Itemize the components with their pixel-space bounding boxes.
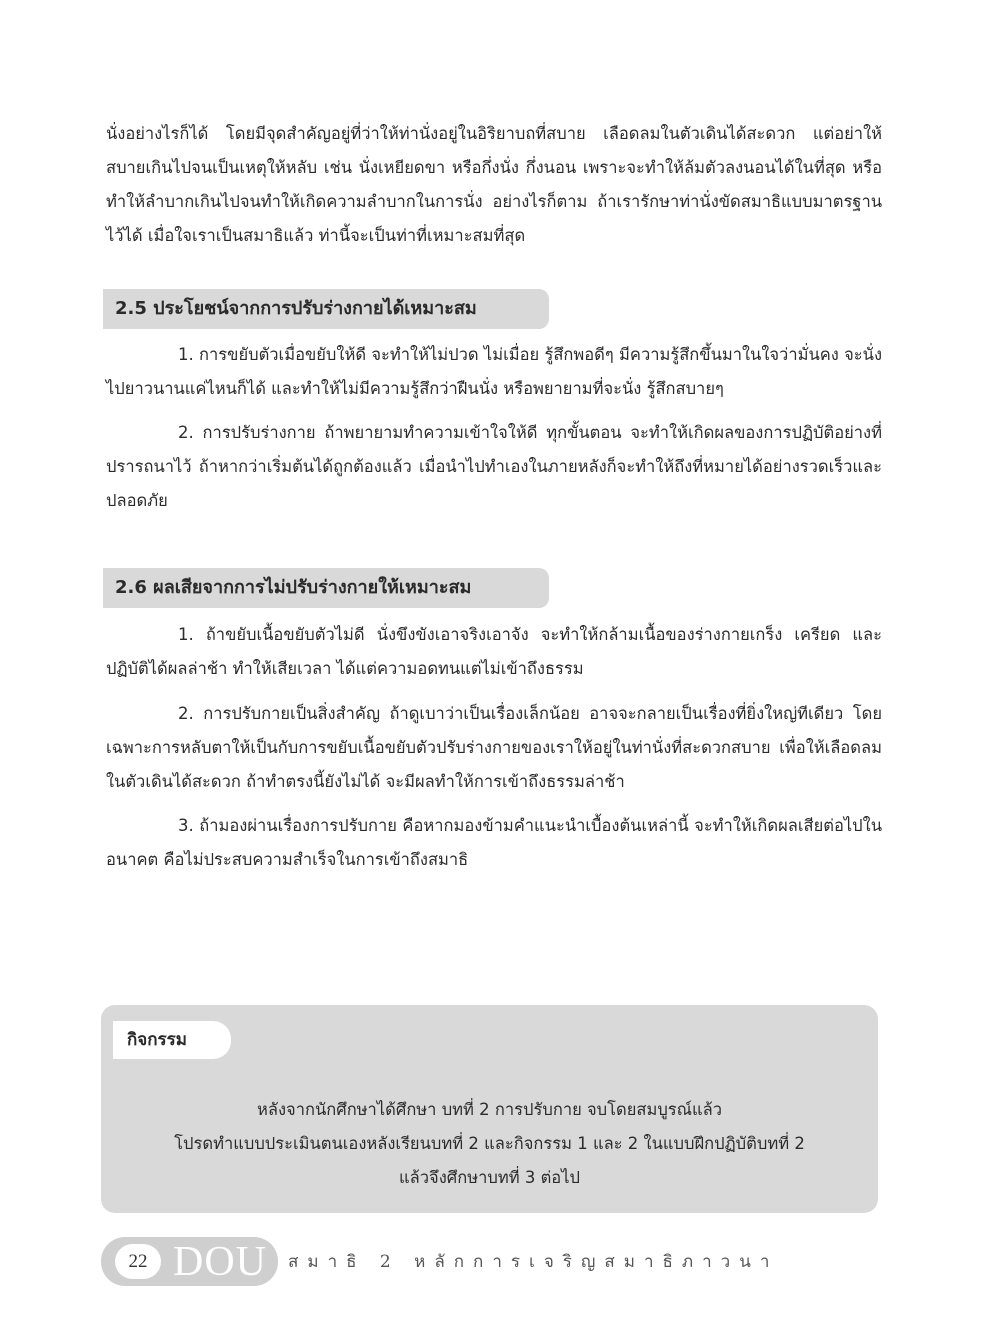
activity-instructions [101, 1093, 878, 1195]
activity-label: กิจกรรม [113, 1021, 231, 1059]
benefit-item-1: 1. การขยับตัวเมื่อขยับให้ดี จะทำให้ไม่ปวด ไม่เมื่อย รู้สึกพอดีๆ มีความรู้สึกขึ้นมาในใจว่ามั่นคง จะนั่งไปยาวนานแค่ไหนก็ได้ และทำให้ไม่มีความรู้สึกว่าฝืนนั่ง หรือพยายามที่จะนั่ง รู้สึกสบายๆ [106, 345, 882, 398]
drawback-item-3: 3. ถ้ามองผ่านเรื่องการปรับกาย คือหากมองข้ามคำแนะนำเบื้องต้นเหล่านี้ จะทำให้เกิดผลเสียต่อไปในอนาคต คือไม่ประสบความสำเร็จในการเข้าถึงสมาธิ [106, 816, 882, 869]
benefit-item-2: 2. การปรับร่างกาย ถ้าพยายามทำความเข้าใจให้ดี ทุกขั้นตอน จะทำให้เกิดผลของการปฏิบัติอย่างที่ปรารถนาไว้ ถ้าหากว่าเริ่มต้นได้ถูกต้องแล้ว เมื่อนำไปทำเองในภายหลังก็จะทำให้ถึงที่หมายได้อย่างรวดเร็วและปลอดภัย [106, 423, 882, 510]
activity-line-2: โปรดทำแบบประเมินตนเองหลังเรียนบทที่ 2 และกิจกรรม 1 และ 2 ในแบบฝึกปฏิบัติบทที่ 2 [174, 1134, 805, 1153]
section-heading-2-5: 2.5 ประโยชน์จากการปรับร่างกายได้เหมาะสม [103, 289, 549, 329]
footer-badge [101, 1237, 278, 1286]
activity-box [101, 1005, 878, 1213]
dou-logo: DOU [173, 1239, 267, 1285]
activity-line-3: แล้วจึงศึกษาบทที่ 3 ต่อไป [399, 1168, 580, 1187]
section-heading-2-6: 2.6 ผลเสียจากการไม่ปรับร่างกายให้เหมาะสม [103, 568, 549, 608]
drawback-item-2: 2. การปรับกายเป็นสิ่งสำคัญ ถ้าดูเบาว่าเป็นเรื่องเล็กน้อย อาจจะกลายเป็นเรื่องที่ยิ่งใหญ่ทีเดียว โดยเฉพาะการหลับตาให้เป็นกับการขยับเนื้อขยับตัวปรับร่างกายของเราให้อยู่ในท่านั่งที่สะดวกสบาย เพื่อให้เลือดลมในตัวเดินได้สะดวก ถ้าทำตรงนี้ยังไม่ได้ จะมีผลทำให้การเข้าถึงธรรมล่าช้า [106, 704, 882, 791]
drawback-item-1: 1. ถ้าขยับเนื้อขยับตัวไม่ดี นั่งขึงขังเอาจริงเอาจัง จะทำให้กล้ามเนื้อของร่างกายเกร็ง เครียด และปฏิบัติได้ผลล่าช้า ทำให้เสียเวลา ได้แต่ความอดทนแต่ไม่เข้าถึงธรรม [106, 625, 882, 678]
activity-line-1: หลังจากนักศึกษาได้ศึกษา บทที่ 2 การปรับกาย จบโดยสมบูรณ์แล้ว [256, 1100, 722, 1119]
footer-book-title: สมาธิ 2 หลักการเจริญสมาธิภาวนา [288, 1252, 779, 1272]
intro-paragraph: นั่งอย่างไรก็ได้ โดยมีจุดสำคัญอยู่ที่ว่าให้ท่านั่งอยู่ในอิริยาบถที่สบาย เลือดลมในตัวเดินได้สะดวก แต่อย่าให้สบายเกินไปจนเป็นเหตุให้หลับ เช่น นั่งเหยียดขา หรือกึ่งนั่ง กึ่งนอน เพราะจะทำให้ล้มตัวลงนอนได้ในที่สุด หรือทำให้ลำบากเกินไปจนทำให้เกิดความลำบากในการนั่ง อย่างไรก็ตาม ถ้าเรารักษาท่านั่งขัดสมาธิแบบมาตรฐานไว้ได้ เมื่อใจเราเป็นสมาธิแล้ว ท่านี้จะเป็นท่าที่เหมาะสมที่สุด [106, 124, 882, 245]
page-number: 22 [115, 1244, 161, 1279]
